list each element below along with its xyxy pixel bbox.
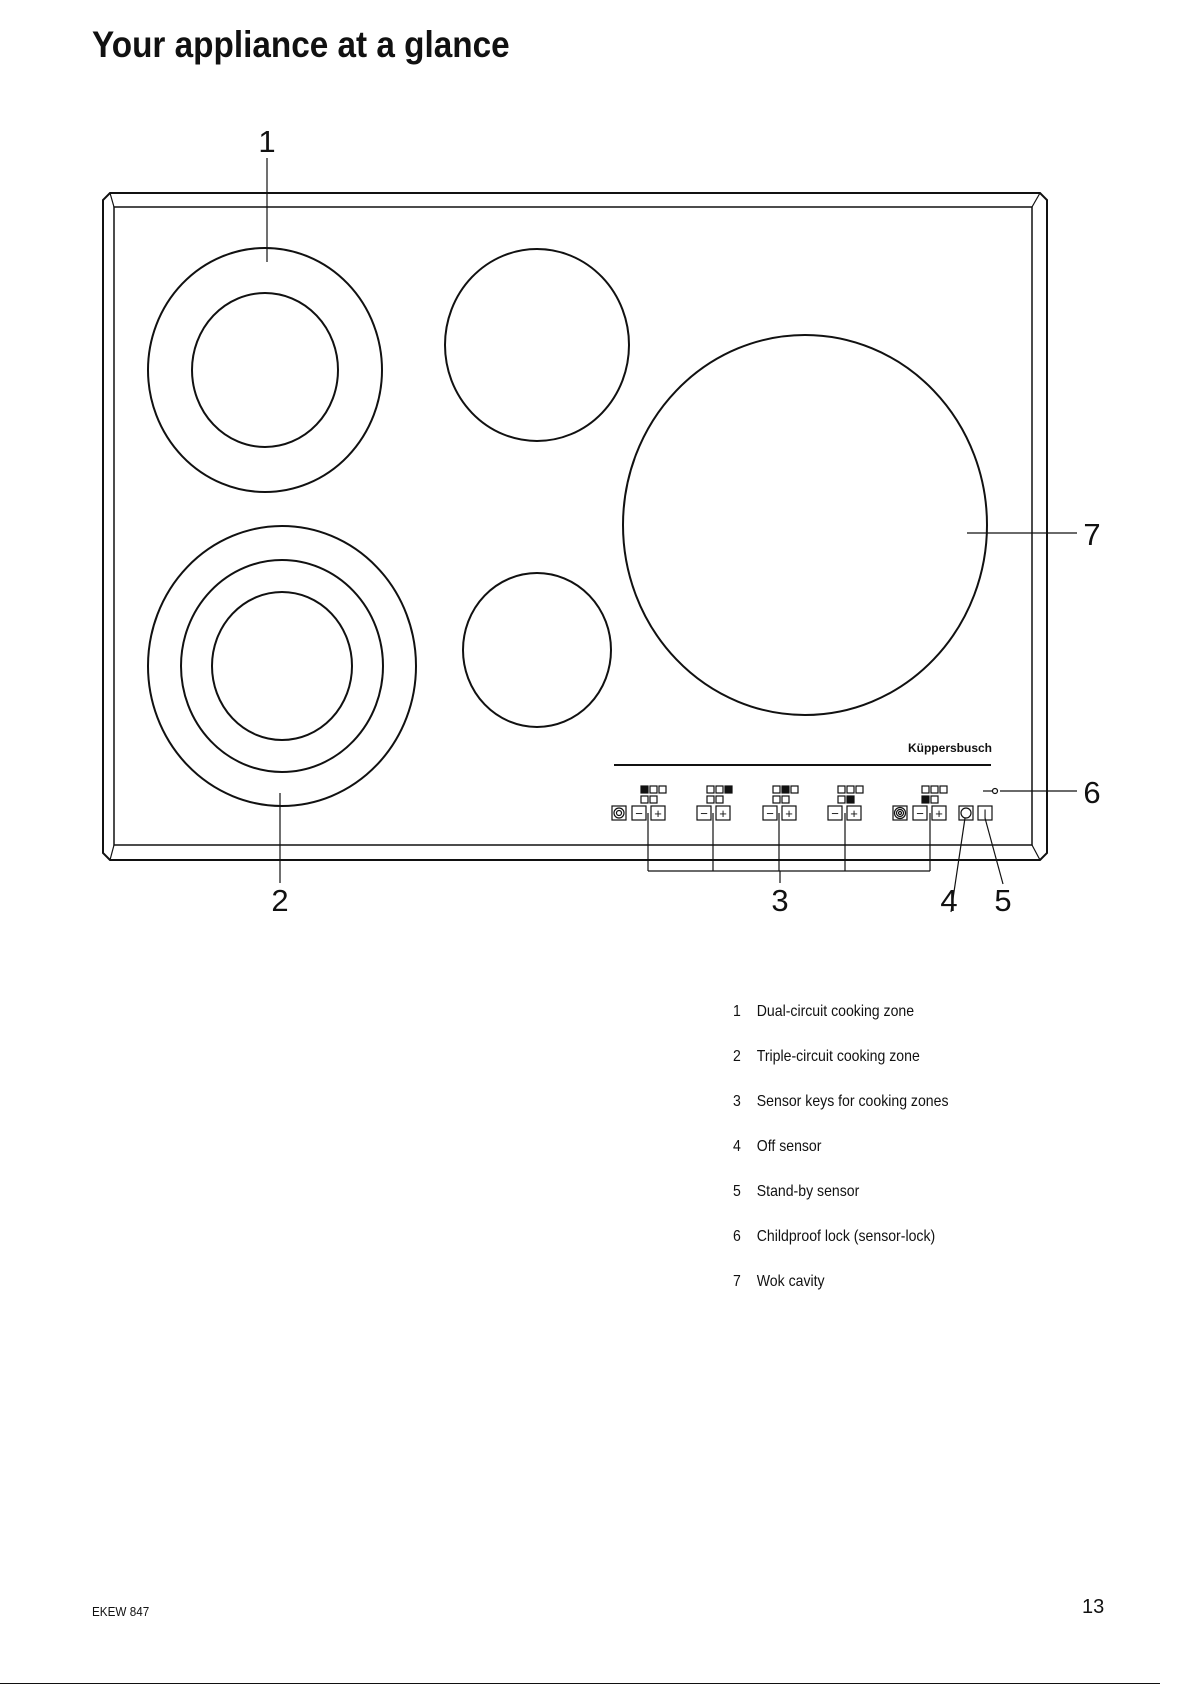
callout-1: 1 — [258, 124, 276, 159]
zone-3-minus-key[interactable] — [763, 806, 777, 821]
zone-2-minus-key[interactable] — [697, 806, 711, 821]
zone-2-indicator — [707, 786, 732, 803]
childproof-lock-icon[interactable] — [983, 789, 998, 794]
callout-3: 3 — [771, 883, 789, 918]
callout-6: 6 — [1083, 775, 1101, 810]
circuit-toggle-icon[interactable] — [612, 806, 626, 820]
page-number: 13 — [1082, 1596, 1105, 1618]
zone-3-plus-key[interactable] — [782, 806, 796, 821]
sensor-keys-zone-2 — [697, 786, 732, 821]
zone-3-indicator — [773, 786, 798, 803]
sensor-keys-zone-5 — [893, 786, 947, 821]
wok-cavity — [623, 335, 987, 715]
callout-2: 2 — [271, 883, 289, 918]
footer-model-number: EKEW 847 — [92, 1604, 150, 1619]
bottom-rule — [0, 1683, 1160, 1684]
legend-list — [733, 1003, 978, 1318]
leader-lines — [267, 158, 1077, 912]
svg-text:+: + — [654, 806, 662, 821]
legend-item: 2 Triple-circuit cooking zone — [733, 1048, 920, 1065]
svg-text:−: − — [700, 806, 708, 821]
zone-5-minus-key[interactable] — [913, 806, 927, 821]
zone-5-plus-key[interactable] — [932, 806, 946, 821]
svg-text:+: + — [719, 806, 727, 821]
zone-4-plus-key[interactable] — [847, 806, 861, 821]
triple-circuit-cooking-zone — [148, 526, 416, 806]
svg-text:−: − — [831, 806, 839, 821]
sensor-keys-zone-1 — [612, 786, 666, 821]
cooking-zone-front-middle — [463, 573, 611, 727]
zone-4-minus-key[interactable] — [828, 806, 842, 821]
legend-item: 4 Off sensor — [733, 1138, 822, 1155]
legend-item: 3 Sensor keys for cooking zones — [733, 1093, 949, 1110]
svg-text:+: + — [850, 806, 858, 821]
off-sensor-key[interactable] — [959, 806, 973, 820]
zone-2-plus-key[interactable] — [716, 806, 730, 821]
callout-7: 7 — [1083, 517, 1101, 552]
svg-text:−: − — [635, 806, 643, 821]
legend-item: 6 Childproof lock (sensor-lock) — [733, 1228, 936, 1245]
sensor-keys-zone-3 — [763, 786, 798, 821]
callout-numbers — [258, 124, 1100, 918]
brand-logo: Küppersbusch — [907, 741, 992, 755]
svg-text:I: I — [983, 807, 987, 821]
svg-text:−: − — [916, 806, 924, 821]
callout-4: 4 — [940, 883, 958, 918]
legend-item: 7 Wok cavity — [733, 1273, 825, 1290]
hob-outline — [103, 193, 1047, 860]
cooking-zone-rear-middle — [445, 249, 629, 441]
svg-text:+: + — [785, 806, 793, 821]
triple-circuit-toggle-icon[interactable] — [893, 806, 907, 820]
svg-text:−: − — [766, 806, 774, 821]
zone-1-plus-key[interactable] — [651, 806, 665, 821]
svg-text:+: + — [935, 806, 943, 821]
legend-item: 1 Dual-circuit cooking zone — [733, 1003, 915, 1020]
zone-1-minus-key[interactable] — [632, 806, 646, 821]
zone-1-indicator — [641, 786, 666, 803]
callout-5: 5 — [994, 883, 1012, 918]
dual-circuit-cooking-zone — [148, 248, 382, 492]
zone-5-indicator — [922, 786, 947, 803]
zone-4-indicator — [838, 786, 863, 803]
page-title: Your appliance at a glance — [92, 24, 510, 65]
legend-item: 5 Stand-by sensor — [733, 1183, 860, 1200]
